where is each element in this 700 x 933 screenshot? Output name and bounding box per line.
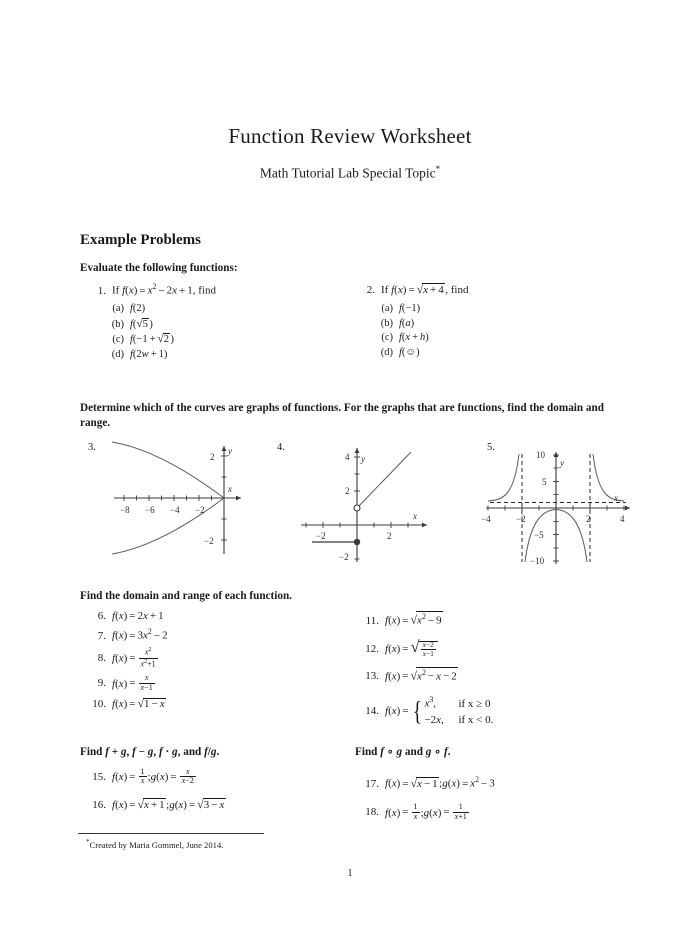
problem-1-parts — [104, 303, 174, 363]
svg-text:−5: −5 — [534, 530, 544, 540]
problem-2 — [355, 282, 468, 299]
svg-text:−2: −2 — [316, 531, 326, 541]
svg-text:−4: −4 — [170, 505, 180, 515]
svg-text:x: x — [228, 484, 232, 494]
graph-4 — [295, 440, 445, 570]
part-label: (a) — [112, 303, 124, 314]
heading-find-compositions: Find f ∘ g and g ∘ f. — [355, 746, 451, 758]
page-title: Function Review Worksheet — [228, 124, 472, 148]
problem-6-number: 6. — [97, 610, 106, 622]
svg-text:4: 4 — [620, 514, 625, 524]
part-expression: f(x + h) — [399, 332, 429, 343]
graph-5 — [478, 446, 640, 566]
smiley-face-icon: ☺ — [405, 346, 417, 358]
problem-17-number: 17. — [365, 777, 379, 790]
part-expression: f(−1 + √2 ) — [130, 333, 174, 345]
part-label: (c) — [381, 332, 393, 343]
graph-3 — [100, 440, 250, 560]
footnote-text: Created by Maria Gommel, June 2014. — [89, 839, 224, 850]
problem-9-number: 9. — [97, 677, 106, 690]
part-label: (c) — [112, 334, 124, 345]
problem-1 — [86, 282, 216, 299]
problem-7-number: 7. — [97, 629, 106, 642]
problem-13-number: 13. — [365, 670, 379, 683]
problem-8-expression: f(x) = $\frac{x^2}{x^2+1}$ — [112, 647, 156, 669]
case-row-1: $x^3$, if x ≥ 0 — [424, 695, 491, 711]
problem-9-expression: f(x) = $\frac{x}{x-1}$ — [112, 673, 153, 692]
problem-2-stem: If f(x) = √x + 4 , find — [381, 282, 469, 296]
svg-text:−2: −2 — [204, 536, 214, 546]
section-heading-example-problems: Example Problems — [80, 232, 201, 248]
problem-1-stem: If $f(x) = x^2 - 2x + 1$, find — [112, 282, 216, 297]
footnote — [86, 838, 223, 850]
svg-text:2: 2 — [387, 531, 392, 541]
graph-4-number: 4. — [277, 442, 285, 453]
problem-15-expression: f(x) = $\frac{1}{x}$ ;g(x) = $\frac{x}{x-2}$ — [112, 766, 194, 786]
problem-17-expression: f(x) = √x − 1 ;g(x) = $x^2 - 3$ — [385, 775, 495, 790]
part-label: (d) — [111, 348, 124, 360]
problem-16-expression: f(x) = √x + 1 ;g(x) = √3 − x — [112, 796, 225, 811]
svg-text:−2: −2 — [195, 505, 205, 515]
problem-10-expression: f(x) = √1 − x — [112, 696, 165, 711]
graph-5-number: 5. — [487, 442, 495, 453]
problem-list-15-16 — [82, 768, 226, 814]
svg-text:−2: −2 — [516, 514, 526, 524]
part-expression: f(a) — [399, 317, 415, 329]
svg-text:y: y — [560, 458, 564, 468]
svg-text:−4: −4 — [481, 514, 491, 524]
problem-2-parts — [373, 303, 429, 361]
svg-text:4: 4 — [345, 452, 350, 462]
part-expression: f(2w + 1) — [130, 348, 168, 360]
svg-text:−8: −8 — [120, 505, 130, 515]
part-label: (b) — [380, 317, 393, 329]
page-subtitle — [0, 164, 700, 182]
problem-12-expression: f(x) = √ $\frac{x-2}{x-1}$ — [385, 637, 438, 658]
instruction-determine-curves: Determine which of the curves are graphs of functions. For the graphs that are functions, find the domain and range. — [80, 402, 604, 429]
part-label: (d) — [380, 346, 393, 358]
part-expression: f(☺) — [399, 346, 420, 358]
problem-6-expression: f(x) = 2x + 1 — [112, 610, 164, 622]
part-expression: f(2) — [130, 303, 146, 314]
part-label: (a) — [381, 303, 393, 314]
case-row-2: −2x, if x < 0. — [424, 713, 494, 726]
case-brace: { — [412, 695, 422, 726]
svg-text:2: 2 — [210, 452, 215, 462]
instruction-find-domain-range: Find the domain and range of each function. — [80, 590, 292, 602]
page-number: 1 — [347, 868, 353, 879]
part-expression: f(√5 ) — [130, 317, 153, 330]
svg-text:5: 5 — [542, 477, 547, 487]
problem-11-expression: $f(x) = √x^2 - 9$ — [385, 612, 442, 627]
problem-18-number: 18. — [365, 806, 379, 819]
problem-list-11-14 — [355, 611, 493, 731]
heading-find-operations: Find f + g, f − g, f · g, and f/g. — [80, 746, 220, 758]
part-expression: f(−1) — [399, 303, 421, 314]
svg-text:y: y — [228, 446, 232, 456]
footnote-rule — [78, 833, 264, 834]
instruction-evaluate-functions: Evaluate the following functions: — [80, 262, 238, 274]
svg-text:x: x — [614, 493, 618, 503]
problem-11-number: 11. — [365, 614, 379, 627]
svg-text:x: x — [413, 511, 417, 521]
svg-text:y: y — [361, 454, 365, 464]
svg-text:−10: −10 — [530, 556, 545, 566]
problem-1-number: 1. — [97, 284, 106, 297]
problem-7-expression: $f(x) = 3x^2 - 2$ — [112, 627, 168, 642]
problem-2-number: 2. — [366, 284, 375, 296]
case-1-condition: if x ≥ 0 — [458, 698, 491, 711]
problem-10-number: 10. — [92, 698, 106, 711]
problem-12-number: 12. — [365, 642, 379, 655]
problem-13-expression: $f(x) = √x^2 - x - 2$ — [385, 667, 457, 683]
svg-text:2: 2 — [345, 486, 350, 496]
problem-18-expression: f(x) = $\frac{1}{x}$ ;g(x) = $\frac{1}{x+1}$ — [385, 802, 467, 821]
problem-14-number: 14. — [365, 705, 379, 718]
part-label: (b) — [111, 318, 124, 330]
graph-3-number: 3. — [88, 442, 96, 453]
svg-text:−6: −6 — [145, 505, 155, 515]
problem-15-number: 15. — [92, 770, 106, 783]
svg-text:2: 2 — [586, 514, 591, 524]
subtitle-footnote-marker: * — [435, 164, 441, 174]
svg-text:10: 10 — [536, 450, 545, 460]
problem-list-17-18 — [355, 775, 495, 824]
problem-8-number: 8. — [97, 652, 106, 665]
problem-14-expression: f(x) = { $x^3$, if x ≥ 0 −2x, if x < 0. — [385, 695, 494, 726]
problem-16-number: 16. — [92, 798, 106, 811]
problem-list-6-10 — [86, 611, 168, 712]
svg-text:−2: −2 — [339, 552, 349, 562]
case-2-condition: if x < 0. — [458, 713, 494, 726]
page-subtitle-text: Math Tutorial Lab Special Topic — [259, 165, 436, 181]
footnote-marker: * — [86, 838, 90, 846]
